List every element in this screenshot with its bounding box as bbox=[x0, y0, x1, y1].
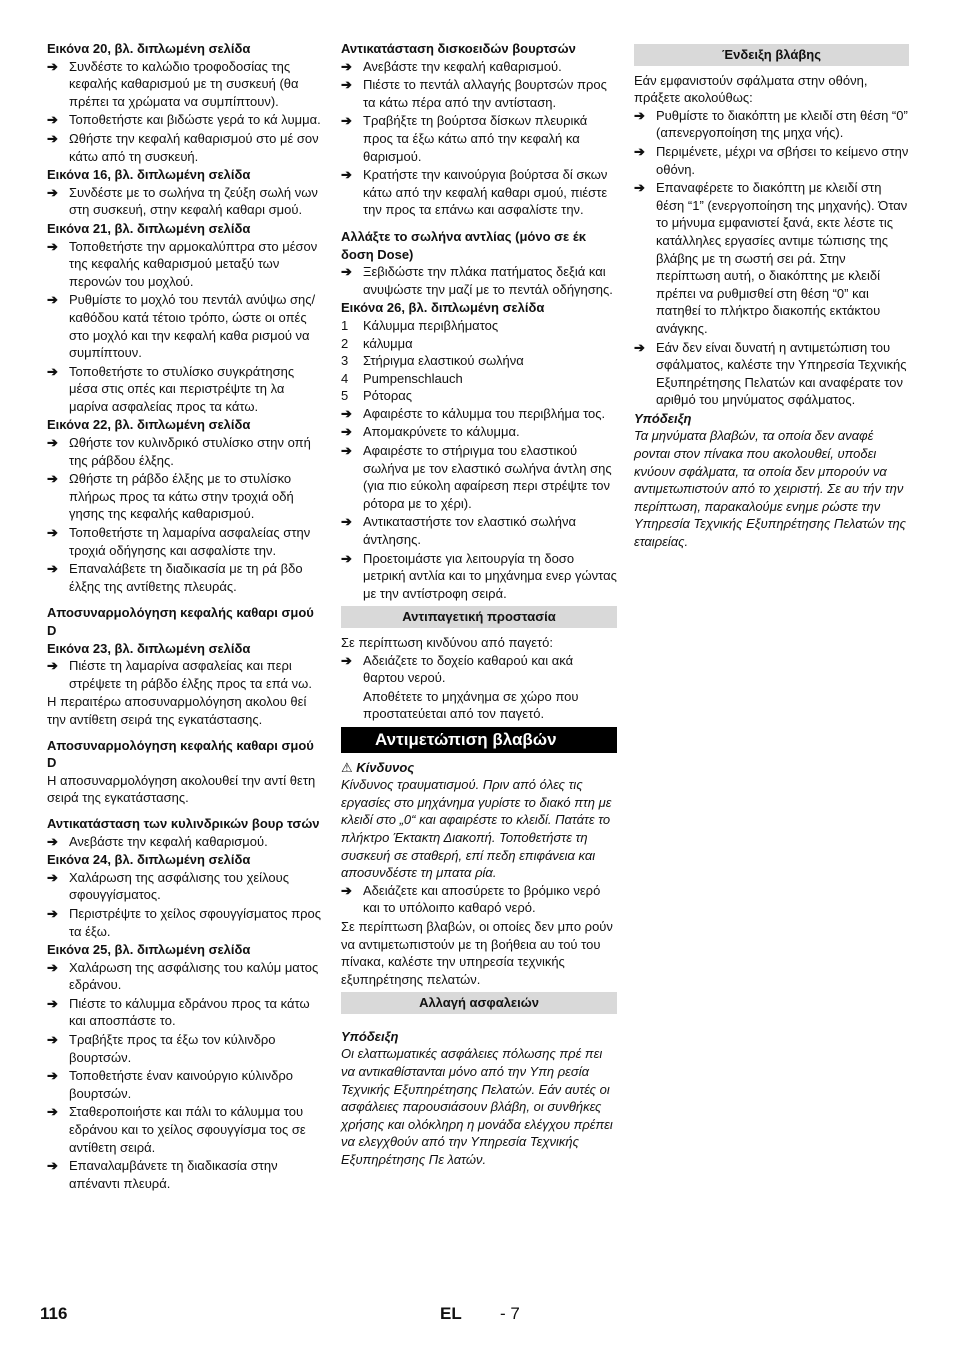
section-heading: Εικόνα 22, βλ. διπλωμένη σελίδα bbox=[47, 417, 251, 433]
section-heading: Αλλάξτε το σωλήνα αντλίας (μόνο σε έκ δοση Dose) bbox=[341, 228, 586, 262]
arrow-icon: ➔ bbox=[47, 869, 58, 885]
arrow-icon: ➔ bbox=[341, 113, 352, 129]
note-text: Κίνδυνος τραυματισμού. Πριν από όλες τις εργασίες στο μηχάνημα γυρίστε το διακό πτη με κλειδί στο „0“ και αφαιρέστε το κλειδί. Πατάτε το πλήκτρο Έκτακτη Διακοπή. Τοποθετήστε τη συσκευή σε σταθερή, επί πεδη επιφάνεια και αποσυνδέστε τη μπατα ρία. bbox=[341, 777, 612, 881]
arrow-icon: ➔ bbox=[634, 143, 645, 159]
instruction-step bbox=[47, 1067, 323, 1102]
arrow-icon: ➔ bbox=[341, 882, 352, 898]
step-text: Επαναλάβετε τη διαδικασία με τη ρά βδο έλξης της αντίθετης πλευράς. bbox=[69, 561, 303, 594]
instruction-step bbox=[341, 76, 617, 111]
arrow-icon: ➔ bbox=[47, 363, 58, 379]
instruction-step bbox=[47, 905, 323, 940]
item-number: 1 bbox=[341, 317, 349, 333]
section-heading: Αποσυναρμολόγηση κεφαλής καθαρι σμού D bbox=[47, 737, 314, 771]
instruction-step bbox=[47, 58, 323, 111]
arrow-icon: ➔ bbox=[341, 264, 352, 280]
note-label: Υπόδειξη bbox=[634, 410, 692, 426]
instruction-step bbox=[341, 423, 617, 441]
arrow-icon: ➔ bbox=[634, 107, 645, 123]
step-text: Ωθήστε τη ράβδο έλξης με το στυλίσκο πλήρως προς τα κάτω στην τροχιά οδή γησης της κεφαλής καθαρισμού. bbox=[69, 471, 294, 522]
paragraph: Η αποσυναρμολόγηση ακολουθεί την αντί θετη σειρά της εγκατάστασης. bbox=[47, 772, 316, 806]
paragraph: Η περαιτέρω αποσυναρμολόγηση ακολου θεί την αντίθετη σειρά της εγκατάστασης. bbox=[47, 694, 307, 727]
arrow-icon: ➔ bbox=[47, 1104, 58, 1120]
spacer bbox=[47, 807, 323, 815]
step-text: Ωθήστε την κεφαλή καθαρισμού στο μέ σον κάτω από τη συσκευή. bbox=[69, 130, 319, 164]
numbered-item bbox=[341, 387, 617, 405]
section-heading: Εικόνα 20, βλ. διπλωμένη σελίδα bbox=[47, 41, 251, 56]
column-right bbox=[634, 40, 909, 551]
instruction-step bbox=[47, 291, 323, 361]
section-heading: Εικόνα 21, βλ. διπλωμένη σελίδα bbox=[47, 220, 251, 236]
instruction-step bbox=[341, 882, 617, 917]
instruction-step bbox=[47, 130, 323, 165]
section-heading: Αποσυναρμολόγηση κεφαλής καθαρι σμού D bbox=[47, 605, 314, 638]
instruction-step bbox=[341, 112, 617, 165]
step-text: Σταθεροποιήστε και πάλι το κάλυμμα του εδράνου και το χείλος σφουγγίσμα τος σε αντίθετη σειρά. bbox=[69, 1104, 306, 1155]
arrow-icon: ➔ bbox=[47, 525, 58, 541]
section-heading: Εικόνα 24, βλ. διπλωμένη σελίδα bbox=[47, 852, 251, 868]
step-text: Ανεβάστε την κεφαλή καθαρισμού. bbox=[69, 833, 268, 849]
instruction-step bbox=[341, 263, 617, 298]
step-text: Απομακρύνετε το κάλυμμα. bbox=[363, 424, 520, 440]
instruction-step bbox=[47, 560, 323, 595]
step-text: Αντικαταστήστε τον ελαστικό σωλήνα άντλησης. bbox=[363, 514, 577, 548]
step-text: Εάν δεν είναι δυνατή η αντιμετώπιση του σφάλματος, καλέστε την Υπηρεσία Τεχνικής Εξυπηρέτησης Πελατών και αναφέρατε τον αριθμό του μηνύματος σφάλματος. bbox=[656, 339, 907, 408]
item-number: 3 bbox=[341, 353, 349, 369]
spacer bbox=[47, 596, 323, 604]
instruction-step bbox=[47, 363, 323, 416]
step-text: Αφαιρέστε το στήριγμα του ελαστικού σωλήνα με τον ελαστικό σωλήνα άντλη σης (για πιο εύκολη αφαίρεση περι στρέψτε τον ρότορα με το χέρι). bbox=[363, 443, 612, 511]
step-text: Τοποθετήστε την αρμοκαλύπτρα στο μέσον της κεφαλής καθαρισμού μεταξύ των περονών του μοχλού. bbox=[69, 238, 318, 289]
step-text: Ρυθμίστε το μοχλό του πεντάλ ανύψω σης/καθόδου κατά τέτοιο τρόπο, ώστε οι οπές στο μοχλό και την κεφαλή καθα ρισμού να συμπίπτουν. bbox=[69, 292, 316, 361]
page-number: 116 bbox=[40, 1304, 68, 1323]
section-heading: Εικόνα 23, βλ. διπλωμένη σελίδα bbox=[47, 640, 251, 656]
arrow-icon: ➔ bbox=[47, 435, 58, 451]
instruction-step bbox=[47, 1031, 323, 1066]
step-text: Πιέστε τη λαμαρίνα ασφαλείας και περι στρέψετε τη ράβδο έλξης προς τα επά νω. bbox=[69, 658, 312, 691]
step-text: Συνδέστε με το σωλήνα τη ζεύξη σωλή νων στη συσκευή, στην κεφαλή καθαρι σμού. bbox=[69, 184, 318, 218]
arrow-icon: ➔ bbox=[47, 561, 58, 577]
section-heading: Αντικατάσταση δισκοειδών βουρτσών bbox=[341, 41, 576, 56]
step-text: Αφαιρέστε το κάλυμμα του περιβλήμα τος. bbox=[363, 405, 606, 421]
item-text: Ρότορας bbox=[363, 388, 413, 404]
instruction-step bbox=[634, 179, 909, 337]
instruction-step bbox=[341, 442, 617, 512]
step-text: Ωθήστε τον κυλινδρικό στυλίσκο στην οπή της ράβδου έλξης. bbox=[69, 435, 311, 468]
instruction-step bbox=[47, 833, 323, 851]
step-text: Τοποθετήστε τη λαμαρίνα ασφαλείας στην τροχιά οδήγησης και ασφαλίστε την. bbox=[69, 525, 311, 558]
arrow-icon: ➔ bbox=[47, 238, 58, 254]
arrow-icon: ➔ bbox=[634, 180, 645, 196]
arrow-icon: ➔ bbox=[341, 514, 352, 530]
step-text: Κρατήστε την καινούργια βούρτσα δί σκων κάτω από την κεφαλή καθαρι σμού, πιέστε την προς τα επάνω και ασφαλίστε την. bbox=[363, 167, 608, 218]
instruction-step bbox=[634, 143, 909, 178]
arrow-icon: ➔ bbox=[47, 959, 58, 975]
warning-triangle-icon: ⚠ bbox=[341, 759, 357, 775]
arrow-icon: ➔ bbox=[341, 652, 352, 668]
numbered-item bbox=[341, 352, 617, 370]
step-text: Αδειάζετε το δοχείο καθαρού και ακά θαρτου νερού. bbox=[363, 652, 574, 686]
column-middle bbox=[341, 40, 617, 1169]
instruction-step bbox=[47, 995, 323, 1030]
paragraph: Σε περίπτωση βλαβών, οι οποίες δεν μπο ρούν να αντιμετωπιστούν με τη βοήθεια αυ τού του πίνακα, καλέστε την υπηρεσία τεχνικής εξυπηρέτησης πελατών. bbox=[341, 918, 613, 987]
arrow-icon: ➔ bbox=[341, 167, 352, 183]
paragraph: Εάν εμφανιστούν σφάλματα στην οθόνη, πράξετε ακολούθως: bbox=[634, 72, 868, 106]
step-text: Ξεβιδώστε την πλάκα πατήματος δεξιά και ανυψώστε την μαζί με το πεντάλ οδήγησης. bbox=[363, 264, 613, 297]
arrow-icon: ➔ bbox=[47, 471, 58, 487]
numbered-item bbox=[341, 335, 617, 353]
instruction-step bbox=[634, 107, 909, 142]
arrow-icon: ➔ bbox=[47, 1068, 58, 1084]
item-number: 2 bbox=[341, 335, 349, 351]
section-heading: Εικόνα 16, βλ. διπλωμένη σελίδα bbox=[47, 167, 251, 183]
note-label: Υπόδειξη bbox=[341, 1028, 399, 1044]
arrow-icon: ➔ bbox=[47, 292, 58, 308]
instruction-step bbox=[47, 1157, 323, 1192]
instruction-step bbox=[47, 869, 323, 904]
step-text: Τραβήξτε προς τα έξω τον κύλινδρο βουρτσών. bbox=[69, 1032, 276, 1065]
step-text: Αδειάζετε και αποσύρετε το βρόμικο νερό και το υπόλοιπο καθαρό νερό. bbox=[363, 882, 601, 916]
step-text: Ανεβάστε την κεφαλή καθαρισμού. bbox=[363, 58, 562, 74]
arrow-icon: ➔ bbox=[341, 58, 352, 74]
step-text: Τοποθετήστε το στυλίσκο συγκράτησης μέσα στις οπές και περιστρέψτε τη λα μαρίνα ασφαλείας προς τα κάτω. bbox=[69, 363, 295, 414]
instruction-step bbox=[47, 434, 323, 469]
arrow-icon: ➔ bbox=[47, 905, 58, 921]
arrow-icon: ➔ bbox=[47, 995, 58, 1011]
instruction-step bbox=[634, 339, 909, 409]
step-text: Προετοιμάστε για λειτουργία τη δοσο μετρική αντλία και το μηχάνημα ενερ γώντας με την αντίστροφη σειρά. bbox=[363, 550, 617, 601]
arrow-icon: ➔ bbox=[47, 112, 58, 128]
arrow-icon: ➔ bbox=[341, 550, 352, 566]
step-text: Χαλάρωση της ασφάλισης του χείλους σφουγγίσματος. bbox=[69, 869, 289, 903]
section-band: Ένδειξη βλάβης bbox=[634, 44, 909, 66]
arrow-icon: ➔ bbox=[634, 339, 645, 355]
numbered-item bbox=[341, 370, 617, 388]
arrow-icon: ➔ bbox=[341, 424, 352, 440]
step-text: Περιστρέψτε το χείλος σφουγγίσματος προς τα έξω. bbox=[69, 905, 321, 939]
step-text: Τοποθετήστε και βιδώστε γερά το κά λυμμα. bbox=[69, 112, 321, 128]
note-text: Τα μηνύματα βλαβών, τα οποία δεν αναφέ ρονται στον πίνακα που ακολουθεί, υποδει κνύουν σφάλματα, τα οποία δεν μπορούν να αντιμετωπιστούν από το χειριστή. Σε αυ τήν την περίπτωση, παρακαλούμε ενημε ρώστε την Υπηρεσία Τεχνικής Εξυπηρέτησης Πελατών της εταιρείας. bbox=[634, 428, 906, 550]
step-text: Συνδέστε το καλώδιο τροφοδοσίας της κεφαλής καθαρισμού με τη συσκευή (θα πρέπει τα χρώματα να συμπίπτουν). bbox=[69, 58, 299, 109]
step-text: Τραβήξτε τη βούρτσα δίσκων πλευρικά προς τα έξω κάτω από την κεφαλή κα θαρισμού. bbox=[363, 113, 588, 164]
section-heading: Αντικατάσταση των κυλινδρικών βουρ τσών bbox=[47, 815, 320, 831]
instruction-step bbox=[47, 524, 323, 559]
numbered-item bbox=[341, 317, 617, 335]
step-text: Περιμένετε, μέχρι να σβήσει το κείμενο στην οθόνη. bbox=[656, 143, 909, 177]
spacer bbox=[341, 220, 617, 228]
item-number: 4 bbox=[341, 370, 349, 386]
column-left bbox=[47, 40, 323, 1193]
instruction-step bbox=[47, 238, 323, 291]
step-text: Πιέστε το κάλυμμα εδράνου προς τα κάτω και αποσπάστε το. bbox=[69, 995, 310, 1029]
instruction-step bbox=[341, 513, 617, 548]
instruction-step bbox=[47, 657, 323, 692]
step-text: Ρυθμίστε το διακόπτη με κλειδί στη θέση “0” (απενεργοποίηση της μηχα νής). bbox=[656, 107, 908, 141]
section-band: Αλλαγή ασφαλειών bbox=[341, 992, 617, 1014]
spacer bbox=[341, 1020, 617, 1028]
chapter-title: Αντιμετώπιση βλαβών bbox=[341, 727, 617, 753]
arrow-icon: ➔ bbox=[47, 833, 58, 849]
section-heading: Εικόνα 25, βλ. διπλωμένη σελίδα bbox=[47, 942, 251, 958]
warning-label-text: Κίνδυνος bbox=[356, 759, 415, 775]
step-text: Πιέστε το πεντάλ αλλαγής βουρτσών προς τα κάτω πέρα από την αντίσταση. bbox=[363, 77, 607, 110]
arrow-icon: ➔ bbox=[47, 1158, 58, 1174]
instruction-step bbox=[47, 959, 323, 994]
arrow-icon: ➔ bbox=[47, 658, 58, 674]
arrow-icon: ➔ bbox=[341, 443, 352, 459]
arrow-icon: ➔ bbox=[47, 1032, 58, 1048]
paragraph: Σε περίπτωση κινδύνου από παγετό: bbox=[341, 635, 554, 650]
instruction-step bbox=[47, 1103, 323, 1156]
item-text: Στήριγμα ελαστικού σωλήνα bbox=[363, 353, 524, 369]
item-text: κάλυμμα bbox=[363, 335, 413, 351]
item-text: Pumpenschlauch bbox=[363, 370, 463, 386]
section-page: - 7 bbox=[500, 1304, 520, 1323]
warning-label bbox=[341, 759, 617, 777]
arrow-icon: ➔ bbox=[47, 130, 58, 146]
arrow-icon: ➔ bbox=[47, 184, 58, 200]
instruction-step bbox=[341, 405, 617, 423]
instruction-step bbox=[341, 58, 617, 76]
arrow-icon: ➔ bbox=[341, 405, 352, 421]
instruction-step bbox=[47, 184, 323, 219]
note-text: Οι ελαττωματικές ασφάλειες πόλωσης πρέ πει να αντικαθίστανται μόνο από την Υπη ρεσία Τεχνικής Εξυπηρέτησης Πελατών. Εάν αυτές οι ασφάλειες παρουσιάσουν βλάβη, οι συνθήκες χρήσης και ολόκληρη η μονάδα ελέγχου πρέπει να ελεγχθούν από την Υπηρεσία Τεχνικής Εξυπηρέτησης Πε λατών. bbox=[341, 1046, 613, 1168]
instruction-step bbox=[47, 470, 323, 523]
step-text: Επαναλαμβάνετε τη διαδικασία στην απέναντι πλευρά. bbox=[69, 1158, 278, 1191]
instruction-step bbox=[47, 111, 323, 129]
language-code: EL bbox=[440, 1304, 462, 1323]
item-number: 5 bbox=[341, 388, 349, 404]
step-text: Τοποθετήστε έναν καινούργιο κύλινδρο βουρτσών. bbox=[69, 1068, 294, 1101]
instruction-step bbox=[341, 550, 617, 603]
step-text: Χαλάρωση της ασφάλισης του καλύμ ματος εδράνου. bbox=[69, 959, 319, 993]
indented-paragraph: Αποθέτετε το μηχάνημα σε χώρο που προστατεύεται από τον παγετό. bbox=[363, 688, 579, 722]
arrow-icon: ➔ bbox=[341, 77, 352, 93]
instruction-step bbox=[341, 652, 617, 687]
spacer bbox=[47, 729, 323, 737]
arrow-icon: ➔ bbox=[47, 58, 58, 74]
instruction-step bbox=[341, 166, 617, 219]
section-heading: Εικόνα 26, βλ. διπλωμένη σελίδα bbox=[341, 300, 545, 316]
item-text: Κάλυμμα περιβλήματος bbox=[363, 317, 499, 333]
section-band: Αντιπαγετική προστασία bbox=[341, 606, 617, 628]
step-text: Επαναφέρετε το διακόπτη με κλειδί στη θέση “1” (ενεργοποίηση της μηχανής). Όταν το μήνυμα εμφανιστεί ξανά, εκτε λέστε τις κατάλληλες εργασίες αντιμε τώπισης της βλάβης με τη σωστή σει ρά. Στην περίπτωση αυτή, ο διακόπτης με κλειδί πρέπει να ρυθμισθεί στη θέση “0” και πατηθεί το πλήκτρο διακοπής εκτάκτου ανάγκης. bbox=[656, 180, 908, 336]
